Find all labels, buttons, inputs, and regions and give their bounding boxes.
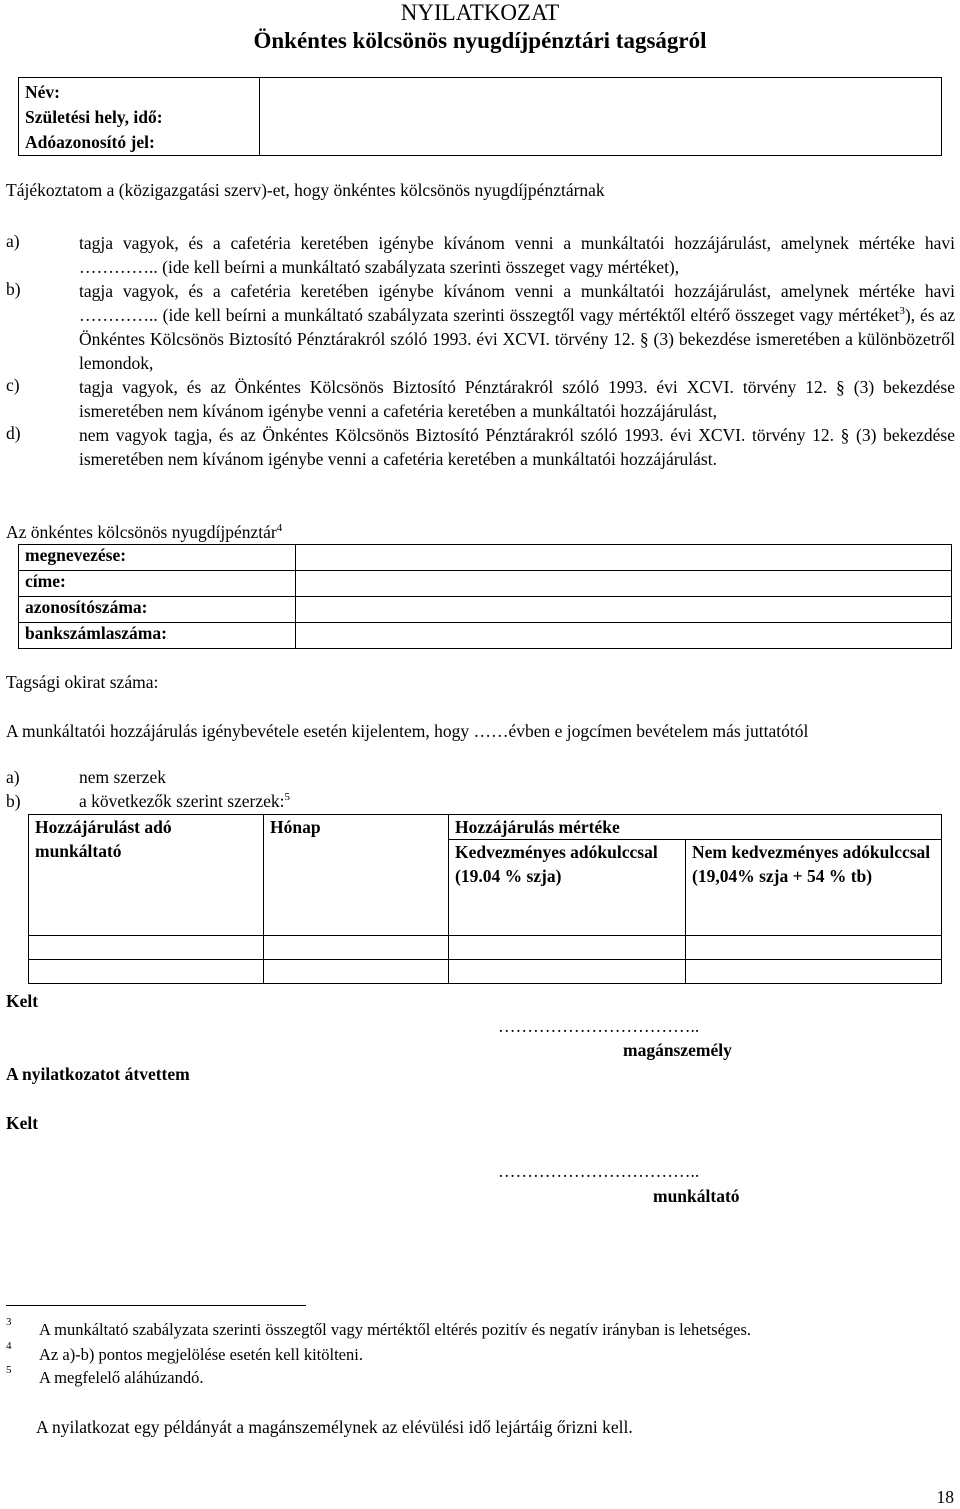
footnote-3-num: 3 [6, 1316, 12, 1328]
decl-b-label: b) [6, 791, 21, 811]
fund-address-value[interactable] [296, 571, 952, 597]
fund-name-value[interactable] [296, 545, 952, 571]
fund-address-label: címe: [19, 571, 296, 597]
fund-bank-label: bankszámlaszáma: [19, 623, 296, 649]
option-a-label: a) [6, 231, 20, 251]
footnote-4-text: Az a)-b) pontos megjelölése esetén kell kitölteni. [39, 1345, 363, 1364]
signature-line-1: …………………………….. [498, 1016, 700, 1036]
kelt-1: Kelt [6, 991, 39, 1011]
footnote-4-num: 4 [6, 1340, 12, 1352]
footnote-5-text: A megfelelő aláhúzandó. [39, 1368, 204, 1387]
fund-name-label: megnevezése: [19, 545, 296, 571]
footnote-3-text: A munkáltató szabályzata szerinti összegtől vagy mértéktől eltérés pozitív és negatív irányban is lehetséges. [39, 1320, 752, 1339]
kelt-2: Kelt [6, 1113, 39, 1133]
membership-doc-label: Tagsági okirat száma: [6, 672, 159, 692]
contrib-col-employer: Hozzájárulást adó munkáltató [29, 815, 264, 936]
closing-note: A nyilatkozat egy példányát a magánszemélynek az elévülési idő lejártáig őrizni kell. [36, 1417, 633, 1437]
employer-label: munkáltató [653, 1186, 740, 1206]
option-b-text: tagja vagyok, és a cafetéria keretében igénybe kívánom venni a munkáltatói hozzájárulást, amelynek mértéke havi ………….. (ide kell beírni a munkáltató szabályzata szerinti összegtől vagy mértéktől eltérő összeget vagy mértéket$^3$), és az Önkéntes Kölcsönös Biztosító Pénztárakról szóló 1993. évi XCVI. törvény 12. § (3) bekezdése ismeretében a különbözetről lemondok, [79, 281, 955, 373]
option-c-text: tagja vagyok, és az Önkéntes Kölcsönös Biztosító Pénztárakról szóló 1993. évi XCVI. törvény 12. § (3) bekezdése ismeretében nem kívánom igénybe venni a cafetéria keretében a munkáltatói hozzájárulást, [79, 377, 955, 421]
birth-label: Születési hely, idő: [25, 107, 163, 127]
page-number: 18 [936, 1487, 954, 1507]
option-d-text: nem vagyok tagja, és az Önkéntes Kölcsönös Biztosító Pénztárakról szóló 1993. évi XCVI. törvény 12. § (3) bekezdése ismeretében nem kívánom igénybe venni a cafetéria keretében a munkáltatói hozzájárulást. [79, 425, 955, 469]
decl-a-text: nem szerzek [79, 767, 166, 787]
fund-id-value[interactable] [296, 597, 952, 623]
contrib-sub-nonpreferential: Nem kedvezményes adókulccsal (19,04% szja + 54 % tb) [686, 840, 942, 936]
tax-id-label: Adóazonosító jel: [25, 132, 155, 152]
fund-bank-value[interactable] [296, 623, 952, 649]
decl-b-text: a következők szerint szerzek:$^5$ [79, 791, 291, 811]
option-d-label: d) [6, 423, 21, 443]
personal-labels-cell [19, 78, 260, 156]
option-a-text: tagja vagyok, és a cafetéria keretében igénybe kívánom venni a munkáltatói hozzájárulást, amelynek mértéke havi ………….. (ide kell beírni a munkáltató szabályzata szerinti összeget vagy mértéket), [79, 233, 955, 277]
fund-id-label: azonosítószáma: [19, 597, 296, 623]
document-title: NYILATKOZAT [400, 0, 560, 25]
option-c-label: c) [6, 375, 20, 395]
contribution-table [28, 814, 942, 984]
footnote-separator [6, 1305, 306, 1306]
document-subtitle: Önkéntes kölcsönös nyugdíjpénztári tagságról [253, 28, 707, 53]
declaration-text: A munkáltatói hozzájárulás igénybevétele esetén kijelentem, hogy ……évben e jogcímen bevételem más juttatótól [6, 721, 809, 741]
intro-text: Tájékoztatom a (közigazgatási szerv)-et, hogy önkéntes kölcsönös nyugdíjpénztárnak [6, 180, 605, 200]
name-label: Név: [25, 82, 60, 102]
private-person-label: magánszemély [623, 1040, 732, 1060]
fund-table [18, 544, 952, 649]
personal-values-cell[interactable] [260, 78, 942, 156]
received-label: A nyilatkozatot átvettem [6, 1064, 190, 1084]
personal-data-table [18, 77, 942, 156]
fund-heading: Az önkéntes kölcsönös nyugdíjpénztár$^4$ [6, 522, 283, 542]
contrib-col-rate: Hozzájárulás mértéke [449, 815, 942, 840]
contrib-col-month: Hónap [264, 815, 449, 936]
decl-a-label: a) [6, 767, 20, 787]
signature-line-2: …………………………….. [498, 1161, 700, 1181]
contrib-sub-preferential: Kedvezményes adókulccsal (19.04 % szja) [449, 840, 686, 936]
footnote-5-num: 5 [6, 1364, 12, 1376]
option-b-label: b) [6, 279, 21, 299]
